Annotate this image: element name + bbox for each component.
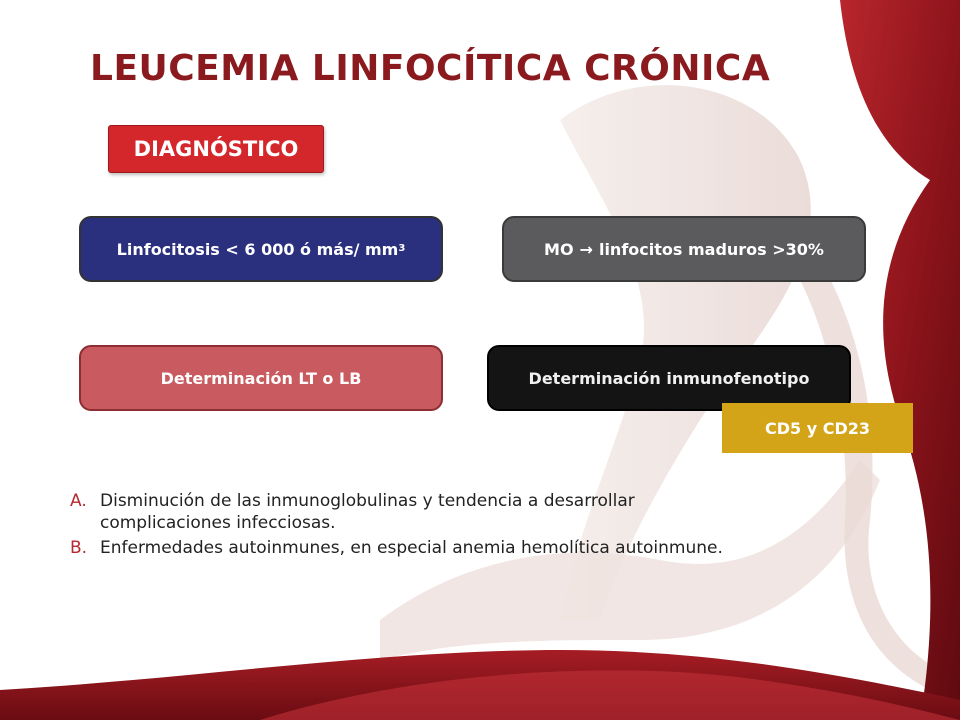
page-title: LEUCEMIA LINFOCÍTICA CRÓNICA (90, 48, 771, 89)
box-determinacion-lt-lb: Determinación LT o LB (79, 345, 443, 411)
list-marker: B. (70, 538, 88, 558)
findings-list (70, 490, 770, 562)
box-medula-suffix: linfocitos maduros >30% (598, 239, 824, 259)
list-item-text: Enfermedades autoinmunes, en especial anemia hemolítica autoinmune. (100, 538, 723, 558)
section-tag-diagnostico: DIAGNÓSTICO (108, 125, 324, 173)
box-linfocitosis-text: Linfocitosis < 6 000 ó más/ mm (116, 239, 399, 259)
list-marker: A. (70, 491, 87, 511)
marker-badge-cd5-cd23: CD5 y CD23 (722, 403, 913, 453)
box-medula-osea (502, 216, 866, 282)
arrow-right-icon: → (579, 239, 593, 259)
box-determinacion-inmunofenotipo: Determinación inmunofenotipo (487, 345, 851, 411)
box-linfocitosis: Linfocitosis < 6 000 ó más/ mm 3 (79, 216, 443, 282)
list-item (70, 490, 770, 534)
list-item (70, 537, 770, 559)
list-item-text: Disminución de las inmunoglobulinas y tendencia a desarrollar complicaciones infecciosas. (100, 491, 635, 533)
box-medula-prefix: MO (544, 239, 574, 259)
